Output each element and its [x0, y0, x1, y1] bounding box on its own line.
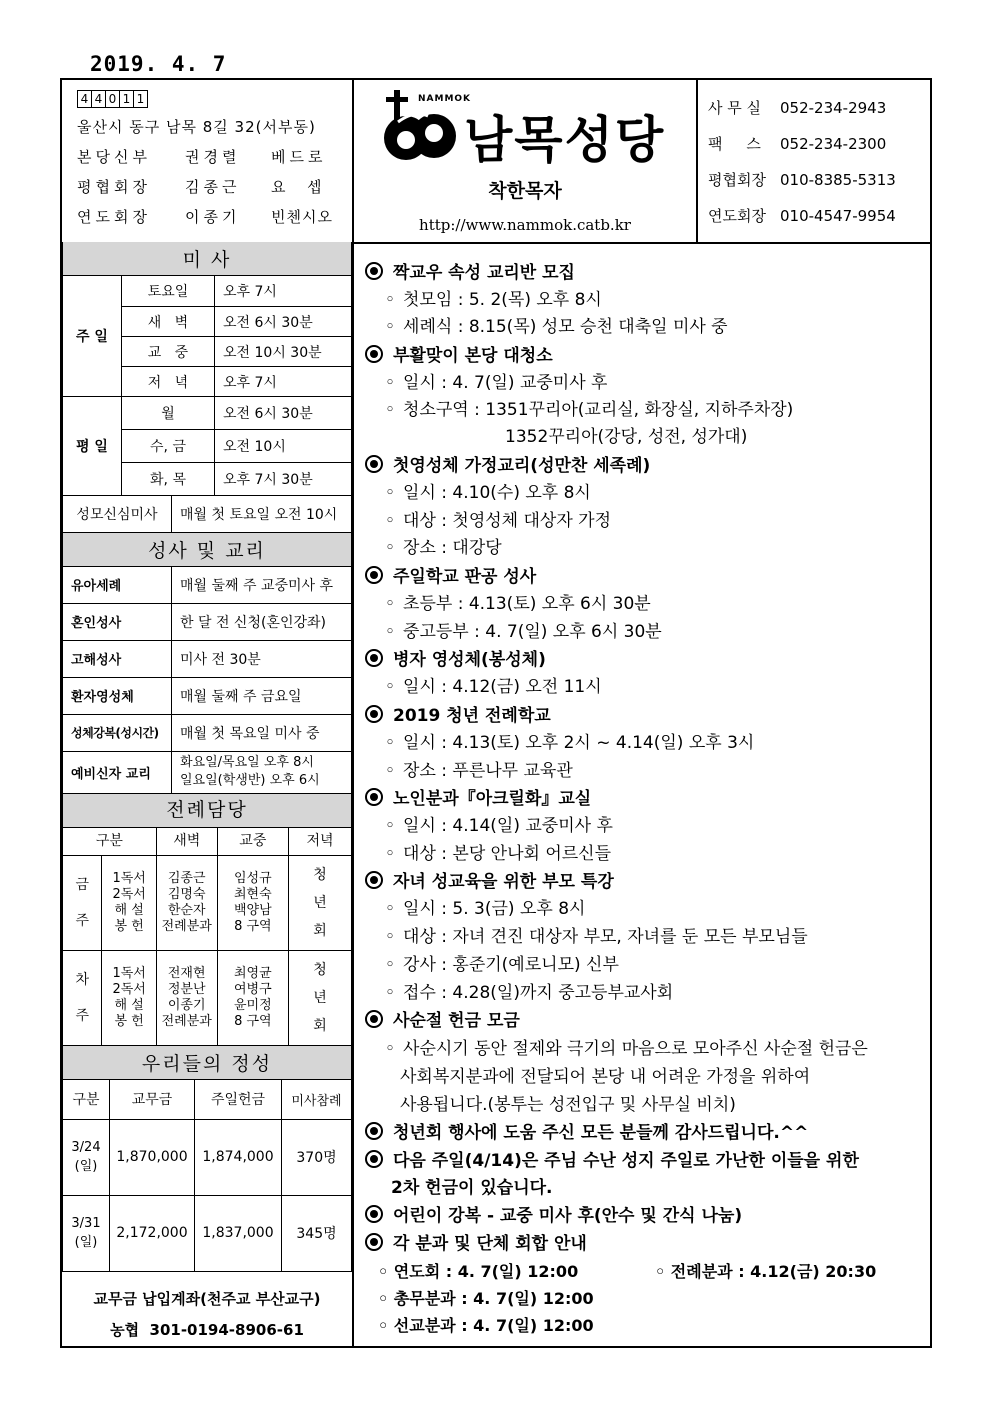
staff-line: 연도회장 이종기 빈첸시오: [77, 208, 333, 226]
mass-time-label: 토요일: [122, 276, 215, 307]
meeting-text: 전례분과 : 4.12(금) 20:30: [670, 1262, 877, 1281]
notice-detail-continued: 1352꾸리아(강당, 성전, 성가대): [505, 427, 748, 447]
left-column: [62, 242, 354, 1348]
sacraments-table: [62, 533, 352, 794]
mass-time-label: 교 중: [122, 337, 215, 367]
offering-attendance: 345명: [282, 1195, 352, 1271]
notice-detail: ◦ 일시 : 4.12(금) 오전 11시: [365, 674, 602, 701]
notice-heading: [365, 1203, 742, 1230]
bullet-icon: [365, 705, 383, 723]
notice-detail: ◦ 일시 : 4.10(수) 오후 8시: [365, 480, 591, 507]
bullet-icon: [365, 455, 383, 473]
offering-attendance: 370명: [282, 1119, 352, 1195]
offering-dues: 1,870,000: [110, 1119, 195, 1195]
sacrament-value: 한 달 전 신청(혼인강좌): [172, 603, 352, 640]
section-title-liturgy: 전례담당: [63, 794, 352, 828]
bullet-icon: [365, 262, 383, 280]
bullet-icon: [365, 871, 383, 889]
meeting-item: [655, 1258, 876, 1285]
notice-heading-text: 주일학교 판공 성사: [393, 567, 537, 587]
website-link[interactable]: http://www.nammok.catb.kr: [419, 216, 631, 234]
notice-heading: [365, 343, 553, 370]
notice-heading-text: 다음 주일(4/14)은 주님 수난 성지 주일로 가난한 이들을 위한: [393, 1151, 859, 1171]
notice-heading: [365, 1148, 859, 1175]
mass-time-label: 화, 목: [122, 463, 215, 496]
weekday-label: 평 일: [63, 397, 122, 496]
mass-time-label: 저 녁: [122, 367, 215, 397]
notice-heading-text: 어린이 강복 - 교중 미사 후(안수 및 간식 나눔): [393, 1206, 743, 1226]
mass-time-value: 오후 7시 30분: [215, 463, 352, 496]
bullet-icon: [365, 788, 383, 806]
address-block: [62, 80, 354, 242]
account-title: 교무금 납입계좌(천주교 부산교구): [93, 1289, 321, 1308]
sacrament-label: 성체강복(성시간): [63, 714, 172, 751]
notice-detail: ◦ 일시 : 4.13(토) 오후 2시 ~ 4.14(일) 오후 3시: [365, 730, 754, 757]
notice-heading-text: 짝교우 속성 교리반 모집: [393, 263, 575, 283]
zip-digit: 1: [133, 90, 148, 108]
notice-detail: ◦ 세례식 : 8.15(목) 성모 승천 대축일 미사 중: [365, 314, 728, 341]
account-number: 농협 301-0194-8906-61: [110, 1320, 304, 1339]
liturgy-roles: 1독서 2독서 해 설 봉 헌: [102, 950, 156, 1045]
mass-time-value: 오후 7시: [215, 367, 352, 397]
notice-detail: ◦ 장소 : 푸른나무 교육관: [365, 758, 573, 785]
bullet-icon: [365, 345, 383, 363]
mass-time-label: 수, 금: [122, 430, 215, 463]
notice-heading-text: 사순절 헌금 모금: [393, 1011, 520, 1031]
notice-heading-text: 첫영성체 가정교리(성만찬 세족례): [393, 456, 651, 476]
offering-header: 미사참례: [282, 1079, 352, 1119]
sacrament-value: 매월 둘째 주 금요일: [172, 677, 352, 714]
bullet-icon: [365, 1010, 383, 1028]
notice-heading: [365, 1231, 587, 1258]
offering-sunday: 1,837,000: [195, 1195, 282, 1271]
staff-line: 본당신부 권경렬 베드로: [77, 148, 327, 166]
liturgy-main: 최영균 여병구 윤미정 8 구역: [217, 950, 288, 1045]
notice-detail: ◦ 청소구역 : 1351꾸리아(교리실, 화장실, 지하주차장): [365, 397, 793, 424]
special-mass-table: [62, 496, 352, 533]
liturgy-main: 임성규 최현숙 백양남 8 구역: [217, 855, 288, 950]
meeting-item: [378, 1258, 578, 1285]
offering-header: 주일헌금: [195, 1079, 282, 1119]
meeting-item: [378, 1312, 594, 1339]
notice-heading: [365, 564, 536, 591]
notice-detail: ◦ 장소 : 대강당: [365, 535, 502, 562]
liturgy-roles: 1독서 2독서 해 설 봉 헌: [102, 855, 156, 950]
notice-heading-text: 자녀 성교육을 위한 부모 특강: [393, 872, 614, 892]
liturgy-week-label: 차 주: [63, 950, 102, 1045]
liturgy-header: 교중: [217, 827, 288, 855]
notice-heading-text: 청년회 행사에 도움 주신 모든 분들께 감사드립니다.^^: [393, 1123, 809, 1143]
offering-header: 교무금: [110, 1079, 195, 1119]
small-bullet-icon: ◦: [378, 1262, 394, 1281]
contact-row: 평협회장 010-8385-5313: [708, 171, 896, 189]
zip-digit: 4: [77, 90, 92, 108]
small-bullet-icon: ◦: [378, 1289, 394, 1308]
notice-heading: [365, 869, 614, 896]
bullet-icon: [365, 566, 383, 584]
notice-heading: [365, 1120, 808, 1147]
bullet-icon: [365, 1150, 383, 1168]
offering-date: 3/31 (일): [63, 1195, 110, 1271]
notice-heading: [365, 703, 551, 730]
bullet-icon: [365, 1122, 383, 1140]
zip-digit: 1: [119, 90, 134, 108]
mass-time-value: 오후 7시: [215, 276, 352, 307]
notice-heading-text: 병자 영성체(봉성체): [393, 650, 546, 670]
bulletin-date: 2019. 4. 7: [90, 52, 227, 76]
parish-name: 남목성당: [464, 111, 666, 169]
zip-code: [77, 90, 352, 108]
meeting-item: [378, 1285, 594, 1312]
sacrament-value: 미사 전 30분: [172, 640, 352, 677]
liturgy-header: 구분: [63, 827, 157, 855]
sacrament-label: 유아세례: [63, 566, 172, 603]
section-title-mass: 미 사: [63, 242, 352, 276]
notice-heading: [365, 453, 650, 480]
bullet-icon: [365, 1233, 383, 1251]
liturgy-table: [62, 794, 352, 1046]
liturgy-header: 저녁: [289, 827, 352, 855]
staff-line: 평협회장 김종근 요 셉: [77, 178, 326, 196]
notice-detail-continued: 사회복지분과에 전달되어 본당 내 어려운 가정을 위하여: [400, 1067, 811, 1087]
bullet-icon: [365, 1205, 383, 1223]
sunday-label: 주 일: [63, 276, 122, 397]
special-mass-label: 성모신심미사: [63, 496, 172, 532]
sacrament-value: 매월 첫 목요일 미사 중: [172, 714, 352, 751]
liturgy-header: 새벽: [156, 827, 217, 855]
address: 울산시 동구 남목 8길 32(서부동): [77, 118, 316, 136]
header: [62, 80, 930, 244]
notice-detail: ◦ 접수 : 4.28(일)까지 중고등부교사회: [365, 980, 673, 1007]
contact-row: 연도회장 010-4547-9954: [708, 207, 896, 225]
notice-detail: ◦ 초등부 : 4.13(토) 오후 6시 30분: [365, 591, 651, 618]
small-bullet-icon: ◦: [655, 1262, 671, 1281]
zip-digit: 0: [105, 90, 120, 108]
section-title-sacraments: 성사 및 교리: [63, 533, 352, 567]
notice-heading-text: 부활맞이 본당 대청소: [393, 346, 553, 366]
contacts-block: [698, 80, 930, 242]
notice-detail: ◦ 사순시기 동안 절제와 극기의 마음으로 모아주신 사순절 헌금은: [365, 1036, 868, 1063]
liturgy-evening: 청 년 회: [289, 950, 352, 1045]
notice-heading-continued: 2차 헌금이 있습니다.: [391, 1178, 553, 1198]
parish-logo: [376, 88, 686, 169]
mass-time-value: 오전 6시 30분: [215, 307, 352, 337]
notice-detail: ◦ 강사 : 홍준기(예로니모) 신부: [365, 952, 619, 979]
offering-header: 구분: [63, 1079, 110, 1119]
notice-heading-text: 2019 청년 전례학교: [393, 706, 551, 726]
notice-detail: ◦ 일시 : 4.14(일) 교중미사 후: [365, 813, 613, 840]
notice-detail: ◦ 대상 : 본당 안나회 어르신들: [365, 841, 611, 868]
liturgy-dawn: 김종근 김명숙 한순자 전례분과: [156, 855, 217, 950]
notice-heading: [365, 786, 591, 813]
logo-block: [354, 80, 698, 242]
mass-time-value: 오전 10시: [215, 430, 352, 463]
mass-time-label: 새 벽: [122, 307, 215, 337]
notice-heading-text: 노인분과『아크릴화』교실: [393, 789, 592, 809]
mass-time-value: 오전 6시 30분: [215, 397, 352, 430]
notice-detail: ◦ 일시 : 4. 7(일) 교중미사 후: [365, 370, 607, 397]
section-title-offering: 우리들의 정성: [63, 1046, 352, 1080]
motto: 착한목자: [488, 180, 562, 202]
sacrament-label: 예비신자 교리: [63, 751, 172, 793]
sacrament-value: 화요일/목요일 오후 8시 일요일(학생반) 오후 6시: [172, 751, 352, 793]
mass-time-label: 월: [122, 397, 215, 430]
sacrament-value: 매월 둘째 주 교중미사 후: [172, 566, 352, 603]
liturgy-dawn: 전재현 정분난 이종기 전례분과: [156, 950, 217, 1045]
contact-row: 사 무 실 052-234-2943: [708, 99, 887, 117]
notice-detail: ◦ 일시 : 5. 3(금) 오후 8시: [365, 896, 585, 923]
notice-heading: [365, 647, 546, 674]
offering-dues: 2,172,000: [110, 1195, 195, 1271]
notice-detail: ◦ 중고등부 : 4. 7(일) 오후 6시 30분: [365, 619, 662, 646]
mass-table: [62, 242, 352, 496]
notice-heading: [365, 1008, 520, 1035]
bullet-icon: [365, 649, 383, 667]
notice-detail: ◦ 대상 : 첫영성체 대상자 가정: [365, 508, 611, 535]
logo-small-text: NAMMOK: [418, 94, 472, 104]
sacrament-label: 고해성사: [63, 640, 172, 677]
special-mass-value: 매월 첫 토요일 오전 10시: [172, 496, 352, 532]
zip-digit: 4: [91, 90, 106, 108]
notice-detail: ◦ 첫모임 : 5. 2(목) 오후 8시: [365, 287, 602, 314]
notice-detail-continued: 사용됩니다.(봉투는 성전입구 및 사무실 비치): [400, 1095, 736, 1115]
notice-heading-text: 각 분과 및 단체 회합 안내: [393, 1234, 587, 1254]
notice-heading: [365, 260, 575, 287]
notice-detail: ◦ 대상 : 자녀 견진 대상자 부모, 자녀를 둔 모든 부모님들: [365, 924, 808, 951]
offering-date: 3/24 (일): [63, 1119, 110, 1195]
meeting-text: 연도회 : 4. 7(일) 12:00: [393, 1262, 579, 1281]
small-bullet-icon: ◦: [378, 1316, 394, 1335]
liturgy-week-label: 금 주: [63, 855, 102, 950]
offering-sunday: 1,874,000: [195, 1119, 282, 1195]
liturgy-evening: 청 년 회: [289, 855, 352, 950]
contact-row: 팩 스 052-234-2300: [708, 135, 887, 153]
offering-table: [62, 1046, 352, 1272]
sacrament-label: 환자영성체: [63, 677, 172, 714]
sacrament-label: 혼인성사: [63, 603, 172, 640]
mass-time-value: 오전 10시 30분: [215, 337, 352, 367]
meeting-text: 총무분과 : 4. 7(일) 12:00: [393, 1289, 594, 1308]
meeting-text: 선교분과 : 4. 7(일) 12:00: [393, 1316, 594, 1335]
